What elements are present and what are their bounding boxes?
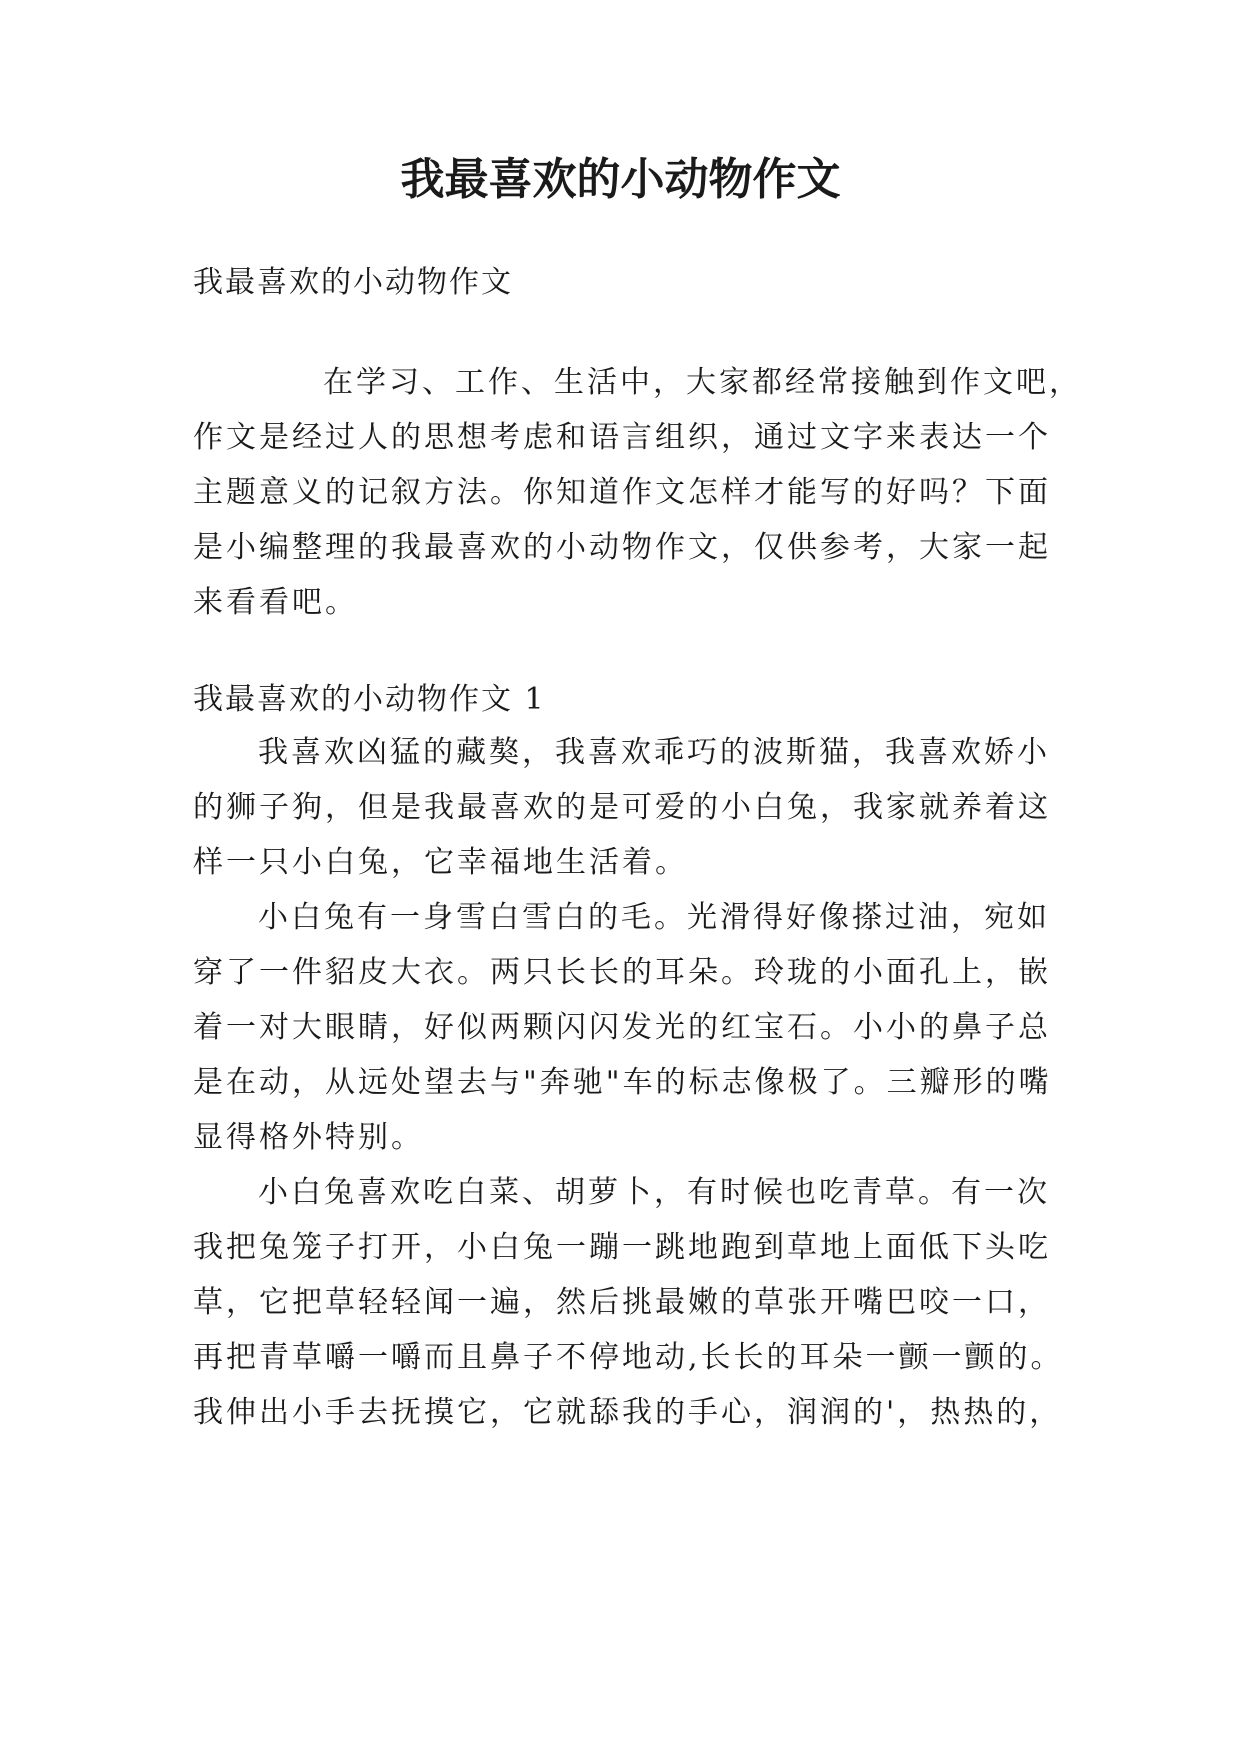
document-title: 我最喜欢的小动物作文	[400, 154, 841, 205]
paragraph-line: 再把青草嚼一嚼而且鼻子不停地动,长长的耳朵一颤一颤的。	[193, 1340, 1064, 1375]
paragraph-line: 小白兔有一身雪白雪白的毛。光滑得好像搽过油，宛如	[258, 900, 1050, 935]
paragraph-line: 着一对大眼睛，好似两颗闪闪发光的红宝石。小小的鼻子总	[193, 1010, 1051, 1045]
paragraph-line: 的狮子狗，但是我最喜欢的是可爱的小白兔，我家就养着这	[193, 790, 1051, 825]
paragraph-line: 显得格外特别。	[193, 1120, 424, 1155]
paragraph-line: 样一只小白兔，它幸福地生活着。	[193, 845, 688, 880]
paragraph-line: 我伸出小手去抚摸它，它就舔我的手心，润润的'，热热的，	[193, 1395, 1063, 1430]
paragraph-line: 是在动，从远处望去与"奔驰"车的标志像极了。三瓣形的嘴	[193, 1065, 1052, 1100]
paragraph-line: 穿了一件貂皮大衣。两只长长的耳朵。玲珑的小面孔上，嵌	[193, 955, 1051, 990]
document-subtitle: 我最喜欢的小动物作文	[193, 265, 513, 300]
paragraph-line: 草，它把草轻轻闻一遍，然后挑最嫩的草张开嘴巴咬一口，	[193, 1285, 1051, 1320]
intro-line: 作文是经过人的思想考虑和语言组织，通过文字来表达一个	[193, 420, 1051, 455]
paragraph-line: 我把兔笼子打开，小白兔一蹦一跳地跑到草地上面低下头吃	[193, 1230, 1051, 1265]
intro-line: 是小编整理的我最喜欢的小动物作文，仅供参考，大家一起	[193, 530, 1051, 565]
intro-line: 在学习、工作、生活中，大家都经常接触到作文吧，	[323, 365, 1082, 400]
paragraph-line: 我喜欢凶猛的藏獒，我喜欢乖巧的波斯猫，我喜欢娇小	[258, 735, 1050, 770]
section-heading: 我最喜欢的小动物作文 1	[193, 682, 546, 717]
intro-line: 主题意义的记叙方法。你知道作文怎样才能写的好吗？下面	[193, 475, 1051, 510]
intro-line: 来看看吧。	[193, 585, 358, 620]
paragraph-line: 小白兔喜欢吃白菜、胡萝卜，有时候也吃青草。有一次	[258, 1175, 1050, 1210]
